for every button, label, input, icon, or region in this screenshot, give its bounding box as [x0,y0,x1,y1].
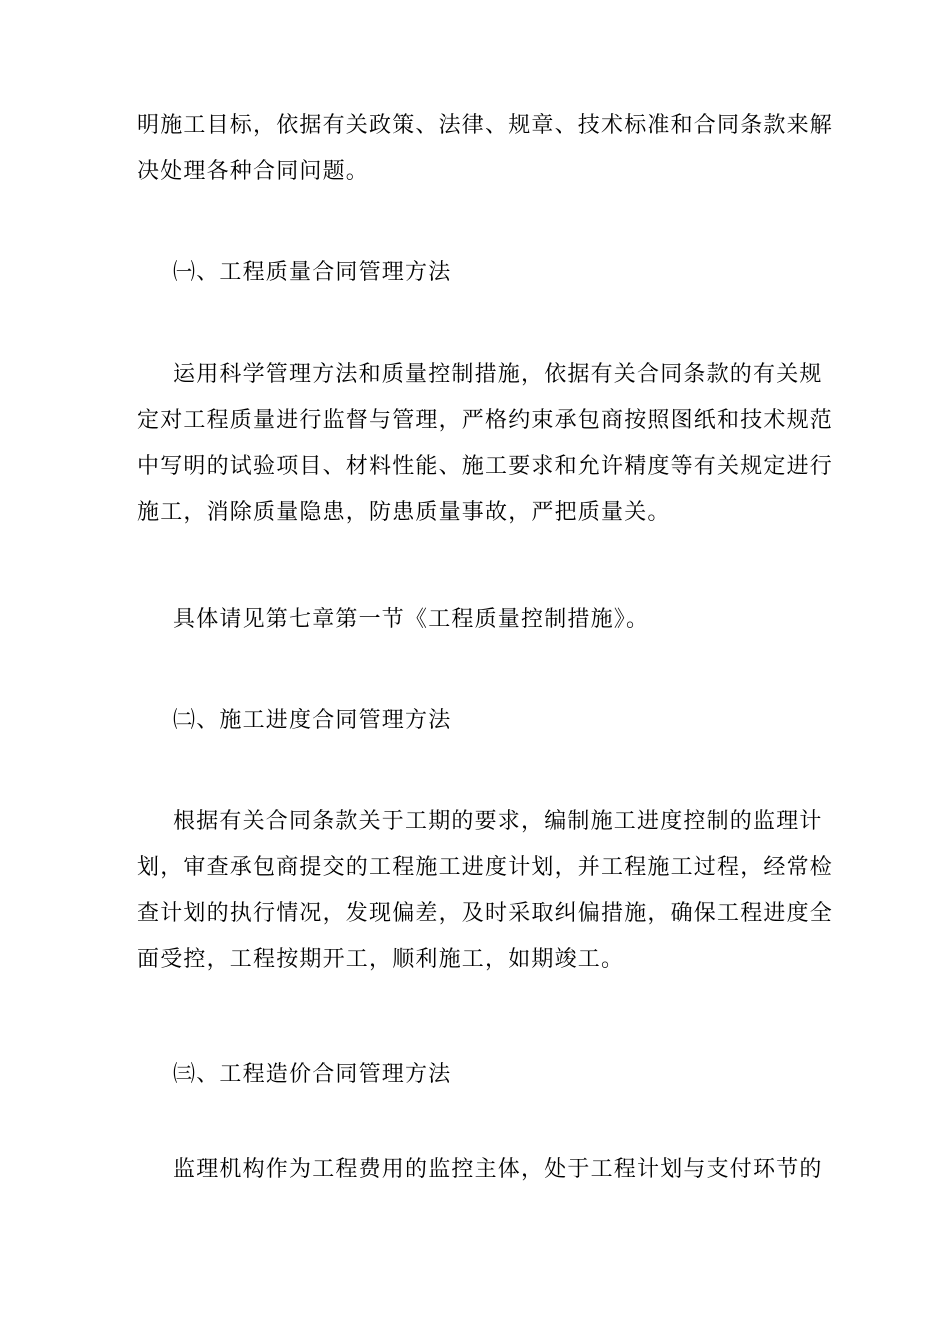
paragraph-schedule [137,799,834,983]
text-line: 定对工程质量进行监督与管理，严格约束承包商按照图纸和技术规范 [137,408,834,433]
section-heading-cost [137,1052,827,1098]
section-heading-quality [137,250,827,296]
text-line: 明施工目标，依据有关政策、法律、规章、技术标准和合同条款来解 [137,113,834,138]
text-line: 监理机构作为工程费用的监控主体，处于工程计划与支付环节的 [173,1157,823,1182]
heading-text: ㈠、工程质量合同管理方法 [173,260,452,285]
paragraph-continuation [137,103,834,195]
paragraph-quality [137,352,834,536]
text-line: 施工，消除质量隐患，防患质量事故，严把质量关。 [137,500,671,525]
text-line: 划，审查承包商提交的工程施工进度计划，并工程施工过程，经常检 [137,855,834,880]
text-line: 查计划的执行情况，发现偏差，及时采取纠偏措施，确保工程进度全 [137,901,834,926]
heading-text: ㈢、工程造价合同管理方法 [173,1062,452,1087]
text-line: 运用科学管理方法和质量控制措施，依据有关合同条款的有关规 [173,362,823,387]
text-line: 中写明的试验项目、材料性能、施工要求和允许精度等有关规定进行 [137,454,834,479]
paragraph-cost [137,1147,827,1193]
text-line: 决处理各种合同问题。 [137,159,370,184]
section-heading-schedule [137,698,827,744]
text-line: 具体请见第七章第一节《工程质量控制措施》。 [173,607,650,632]
heading-text: ㈡、施工进度合同管理方法 [173,708,452,733]
text-line: 根据有关合同条款关于工期的要求，编制施工进度控制的监理计 [173,809,823,834]
paragraph-reference [137,597,827,643]
text-line: 面受控，工程按期开工，顺利施工，如期竣工。 [137,947,625,972]
